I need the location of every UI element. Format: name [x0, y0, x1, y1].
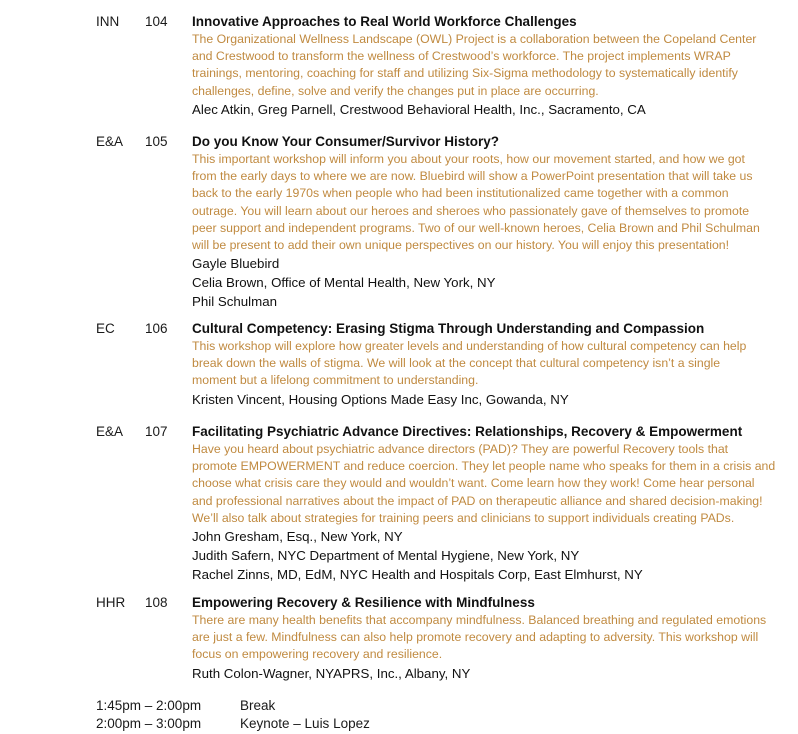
description-line: challenges, define, solve and verify the changes put in place are occurring.	[192, 83, 599, 98]
description-line: and Crestwood to transform the wellness of Crestwood’s workforce. The project implements WRAP	[192, 49, 731, 64]
description-line: moment but a lifelong commitment to understanding.	[192, 373, 479, 388]
session-description	[192, 441, 782, 527]
schedule-time: 1:45pm – 2:00pm	[96, 698, 202, 713]
description-line: focus on empowering recovery and resilience.	[192, 647, 443, 662]
session-number: 104	[145, 14, 168, 29]
presenter: Phil Schulman	[192, 294, 277, 310]
presenter: Alec Atkin, Greg Parnell, Crestwood Behavioral Health, Inc., Sacramento, CA	[192, 101, 646, 117]
schedule-event: Break	[240, 698, 276, 713]
session-description	[192, 338, 782, 390]
description-line: Have you heard about psychiatric advance directors (PAD)? They are powerful Recovery tools that	[192, 442, 729, 456]
session-number: 105	[145, 134, 168, 149]
schedule-time: 2:00pm – 3:00pm	[96, 716, 202, 731]
presenter: Celia Brown, Office of Mental Health, New York, NY	[192, 275, 496, 291]
session-title: Empowering Recovery & Resilience with Mindfulness	[192, 595, 535, 610]
schedule-event: Keynote – Luis Lopez	[240, 716, 370, 731]
presenter: John Gresham, Esq., New York, NY	[192, 529, 403, 545]
description-line: choose what crisis care they would and wouldn’t want. Come learn how they work! Come hear personal	[192, 476, 755, 491]
description-line: This workshop will explore how greater levels and understanding of how cultural competency can help	[192, 339, 747, 353]
description-line: promote EMPOWERMENT and reduce coercion. They let people name who speaks for them in a crisis and	[192, 459, 776, 474]
session-number: 108	[145, 595, 168, 610]
session-track: EC	[96, 321, 115, 336]
description-line: The Organizational Wellness Landscape (OWL) Project is a collaboration between the Copeland Center	[192, 32, 757, 46]
description-line: This important workshop will inform you about your roots, how our movement started, and how we got	[192, 152, 745, 166]
presenter: Rachel Zinns, MD, EdM, NYC Health and Hospitals Corp, East Elmhurst, NY	[192, 567, 643, 583]
presenter: Kristen Vincent, Housing Options Made Easy Inc, Gowanda, NY	[192, 391, 569, 407]
session-track: INN	[96, 14, 120, 29]
description-line: outrage. You will learn about our heroes and sheroes who passionately gave of themselves to promote	[192, 203, 750, 218]
description-line: are just a few. Mindfulness can also help promote recovery and adapting to adversity. This workshop will	[192, 630, 759, 645]
description-line: We’ll also talk about strategies for training peers and clinicians to support individuals creating PADs.	[192, 510, 735, 525]
presenter: Judith Safern, NYC Department of Mental Hygiene, New York, NY	[192, 548, 580, 564]
description-line: peer support and independent programs. Two of our well-known heroes, Celia Brown and Phil Schulman	[192, 220, 760, 235]
presenter: Gayle Bluebird	[192, 256, 280, 272]
description-line: back to the early 1970s when people who had been institutionalized came together with a common	[192, 186, 729, 201]
session-title: Facilitating Psychiatric Advance Directives: Relationships, Recovery & Empowerment	[192, 424, 743, 439]
session-title: Innovative Approaches to Real World Workforce Challenges	[192, 14, 577, 29]
description-line: and professional narratives about the impact of PAD on therapeutic alliance and shared decision-making!	[192, 493, 763, 508]
description-line: trainings, mentoring, coaching for staff and utilizing Six-Sigma methodology to systematically identify	[192, 66, 738, 81]
description-line: will be present to add their own unique perspectives on our history. You will enjoy this presentation!	[192, 238, 730, 253]
presenter: Ruth Colon-Wagner, NYAPRS, Inc., Albany, NY	[192, 665, 471, 681]
session-number: 107	[145, 424, 168, 439]
session-track: E&A	[96, 424, 124, 439]
session-description	[192, 31, 782, 100]
session-title: Cultural Competency: Erasing Stigma Through Understanding and Compassion	[192, 321, 705, 336]
session-description	[192, 612, 782, 664]
description-line: break down the walls of stigma. We will look at the concept that cultural competency isn’t a single	[192, 356, 721, 371]
session-track: E&A	[96, 134, 124, 149]
session-description	[192, 151, 782, 254]
description-line: from the early days to where we are now. Bluebird will show a PowerPoint presentation that will take us	[192, 169, 753, 184]
session-title: Do you Know Your Consumer/Survivor History?	[192, 134, 500, 149]
session-track: HHR	[96, 595, 126, 610]
session-number: 106	[145, 321, 168, 336]
description-line: There are many health benefits that accompany mindfulness. Balanced breathing and regulated emotions	[192, 613, 767, 627]
